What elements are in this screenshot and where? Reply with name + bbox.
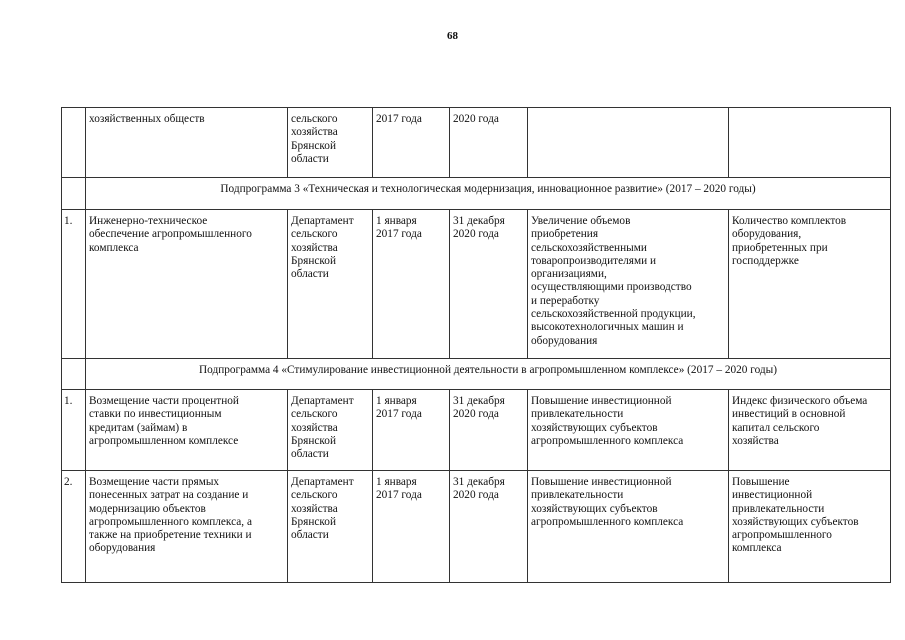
table-row	[62, 471, 891, 583]
start-date-cell	[373, 390, 450, 471]
expected-result-cell	[528, 210, 729, 359]
start-date-cell	[373, 108, 450, 178]
end-date-cell	[450, 471, 528, 583]
start-date-cell-text: 1 января 2017 года	[376, 476, 422, 502]
start-date-cell-text: 2017 года	[376, 113, 422, 125]
subprogram-num-cell	[62, 178, 86, 210]
start-date-cell	[373, 471, 450, 583]
executor-cell-text: сельского хозяйства Брянской области	[291, 113, 338, 165]
row-number-cell	[62, 210, 86, 359]
activity-name-cell	[86, 471, 288, 583]
activity-name-cell-text: Инженерно-техническое обеспечение агропромышленного комплекса	[89, 215, 252, 254]
table-body	[62, 108, 891, 583]
row-number-cell-text: 1.	[64, 395, 73, 407]
indicator-cell	[729, 210, 891, 359]
table-row	[62, 210, 891, 359]
table-row	[62, 390, 891, 471]
expected-result-cell	[528, 471, 729, 583]
activity-name-cell	[86, 210, 288, 359]
row-number-cell	[62, 390, 86, 471]
row-number-cell	[62, 108, 86, 178]
indicator-cell	[729, 108, 891, 178]
executor-cell-text: Департамент сельского хозяйства Брянской области	[291, 395, 354, 461]
page-number: 68	[447, 30, 458, 42]
indicator-cell	[729, 471, 891, 583]
end-date-cell-text: 31 декабря 2020 года	[453, 476, 505, 502]
row-number-cell-text: 2.	[64, 476, 73, 488]
executor-cell-text: Департамент сельского хозяйства Брянской области	[291, 215, 354, 281]
expected-result-cell-text: Повышение инвестиционной привлекательности хозяйствующих субъектов агропромышленного комплекса	[531, 476, 684, 528]
activity-name-cell-text: Возмещение части прямых понесенных затрат на создание и модернизацию объектов агропромышленного комплекса, а также на приобретение техники и оборудования	[89, 476, 252, 555]
start-date-cell	[373, 210, 450, 359]
activity-name-cell-text: хозяйственных обществ	[89, 113, 205, 125]
expected-result-cell-text: Увеличение объемов приобретения сельскохозяйственными товаропроизводителями и организациями, осуществляющими производство и переработку сельскохозяйственной продукции, высокотехнологичных машин и оборудования	[531, 215, 696, 347]
indicator-cell-text: Индекс физического объема инвестиций в основной капитал сельского хозяйства	[732, 395, 868, 447]
end-date-cell-text: 31 декабря 2020 года	[453, 395, 505, 421]
expected-result-cell	[528, 108, 729, 178]
activity-name-cell	[86, 390, 288, 471]
indicator-cell	[729, 390, 891, 471]
executor-cell	[288, 471, 373, 583]
expected-result-cell-text: Повышение инвестиционной привлекательности хозяйствующих субъектов агропромышленного комплекса	[531, 395, 684, 447]
table-row	[62, 108, 891, 178]
row-number-cell-text: 1.	[64, 215, 73, 227]
end-date-cell	[450, 108, 528, 178]
subprogram-num-cell	[62, 359, 86, 390]
subprogram-row	[62, 178, 891, 210]
end-date-cell-text: 2020 года	[453, 113, 499, 125]
end-date-cell-text: 31 декабря 2020 года	[453, 215, 505, 241]
activity-name-cell	[86, 108, 288, 178]
indicator-cell-text: Повышение инвестиционной привлекательности хозяйствующих субъектов агропромышленного комплекса	[732, 476, 859, 555]
subprogram-title: Подпрограмма 4 «Стимулирование инвестиционной деятельности в агропромышленном комплексе» (2017 – 2020 годы)	[86, 359, 891, 390]
executor-cell-text: Департамент сельского хозяйства Брянской области	[291, 476, 354, 542]
activities-table	[61, 107, 891, 583]
activity-name-cell-text: Возмещение части процентной ставки по инвестиционным кредитам (займам) в агропромышленном комплексе	[89, 395, 239, 447]
start-date-cell-text: 1 января 2017 года	[376, 215, 422, 241]
expected-result-cell	[528, 390, 729, 471]
end-date-cell	[450, 390, 528, 471]
start-date-cell-text: 1 января 2017 года	[376, 395, 422, 421]
subprogram-title: Подпрограмма 3 «Техническая и технологическая модернизация, инновационное развитие» (2017 – 2020 годы)	[86, 178, 891, 210]
row-number-cell	[62, 471, 86, 583]
executor-cell	[288, 108, 373, 178]
executor-cell	[288, 390, 373, 471]
indicator-cell-text: Количество комплектов оборудования, приобретенных при господдержке	[732, 215, 847, 267]
subprogram-row	[62, 359, 891, 390]
executor-cell	[288, 210, 373, 359]
end-date-cell	[450, 210, 528, 359]
